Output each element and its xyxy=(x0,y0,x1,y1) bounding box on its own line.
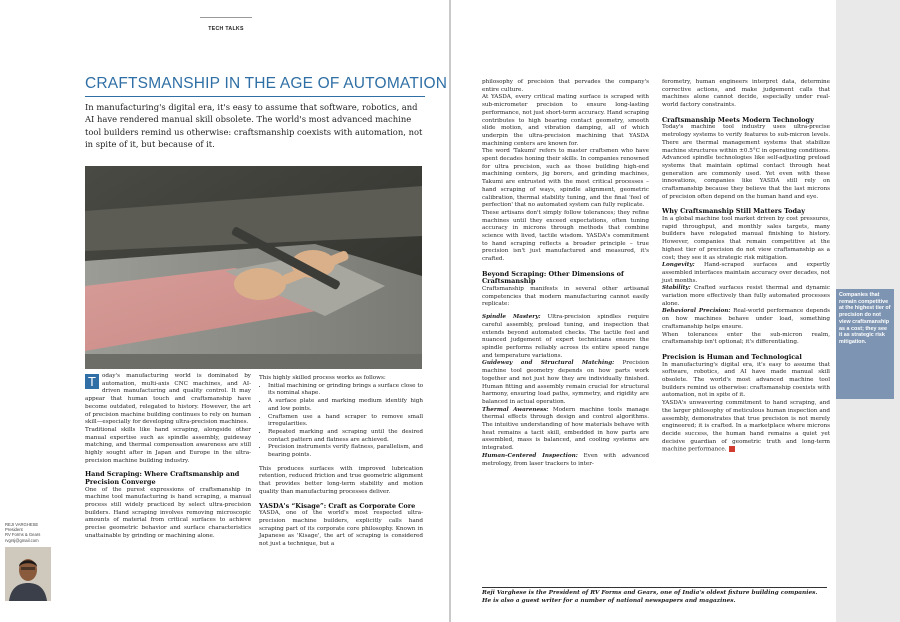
right-page xyxy=(451,0,836,622)
col1-paragraph-2: Traditional skills like hand scraping, alongside other manual expertise such as spindle assembly, guideway matching, and thermal compensation awareness are still highly sought after in Japan and Europe in the ultra-precision machine building industry. xyxy=(85,426,251,464)
col3-paragraph-4: These artisans don't simply follow tolerances; they refine machines until they exceed expectations, often tuning accuracy in microns through methods that combine science with lived, tactile wisdom. YASDA's commitment to hand scraping reflects a broader principle – true precision isn't just manufactured and measured, it's crafted. xyxy=(482,209,649,263)
behavioral-precision-item xyxy=(662,308,830,331)
end-of-article-icon xyxy=(729,446,735,452)
footer-rule xyxy=(482,587,827,588)
pull-quote-sidebar: Companies that remain competitive at the highest tier of precision do not view craftsmanship as a cost; they see it as strategic risk mitigation. xyxy=(836,289,894,399)
section-tag: TECH TALKS xyxy=(200,17,252,32)
col4-paragraph-2: Today's machine tool industry uses ultra-precise metrology systems to verify features to sub-micron levels. There are thermal management systems that stabilize machine structures within ±0.5°C in operating conditions. Advanced spindle technologies like self-adjusting preload systems that maintain optimal contact through heat generation are commonly used. Yet even with these innovations, companies like YASDA still rely on craftsmanship because they believe that the last microns of precision often depend on the human hand and eye. xyxy=(662,124,830,200)
process-step: • A surface plate and marking medium identify high and low points. xyxy=(268,398,423,413)
col3-paragraph-1: philosophy of precision that pervades the company's entire culture. xyxy=(482,79,649,93)
title-rule xyxy=(85,96,425,97)
spindle-mastery-item xyxy=(482,314,649,360)
author-email: rvgrsj@gmail.com xyxy=(5,537,39,543)
guideway-matching-item xyxy=(482,360,649,406)
heading-why-it-matters: Why Craftsmanship Still Matters Today xyxy=(662,207,806,216)
longevity-text: Hand-scraped surfaces and expertly assembled interfaces maintain accuracy over decades, not just months. xyxy=(662,262,830,284)
column-1 xyxy=(85,373,251,541)
stability-text: Crafted surfaces resist thermal and dynamic variation more effectively than fully automated processes alone. xyxy=(662,285,830,307)
column-3 xyxy=(482,79,649,468)
guideway-matching-label: Guideway and Structural Matching: xyxy=(482,360,615,367)
spindle-mastery-text: Ultra-precision spindles require careful assembly, preload tuning, and inspection that extends beyond automated checks. The tactile feel and nuanced judgement of expert technicians ensure the spindle performs reliably across its entire speed range and temperature variations. xyxy=(482,314,649,359)
author-company: RV Forms & Gears xyxy=(5,532,41,538)
author-portrait xyxy=(5,547,51,601)
author-name: REJI VARGHESE xyxy=(5,522,39,527)
process-step: • Repeated marking and scraping until the desired contact pattern and flatness are achieved. xyxy=(268,429,423,444)
article-standfirst: In manufacturing's digital era, it's easy to assume that software, robotics, and AI have rendered manual skill obsolete. The world's most advanced machine tool builders remind us otherwise: craftsmanship coexists with automation, not in spite of it, but because of it. xyxy=(85,102,423,150)
spindle-mastery-label: Spindle Mastery: xyxy=(482,314,541,321)
hand-scraping-illustration xyxy=(85,166,422,369)
human-inspection-text: Even with advanced metrology, from laser trackers to inter- xyxy=(482,452,649,467)
thermal-awareness-label: Thermal Awareness: xyxy=(482,406,549,413)
drop-cap: T xyxy=(85,374,99,389)
human-inspection-label: Human-Centered Inspection: xyxy=(482,452,578,459)
col4-paragraph-5: In manufacturing's digital era, it's easy to assume that software, robotics, and AI have made manual skill obsolete. The world's most advanced machine tool builders remind us otherwise: craftsmanship coexists with automation, not in spite of it. xyxy=(662,361,830,399)
human-inspection-item xyxy=(482,453,649,468)
col1-intro: oday's manufacturing world is dominated by automation, multi-axis CNC machines, and AI-driven manufacturing and quality control. It may appear that human touch and craftsmanship have become outdated, relegated to history. However, the art of precision machine building continues to rely on human skill—especially for developing ultra-precision machines. xyxy=(85,373,251,426)
process-list xyxy=(259,383,423,460)
stability-label: Stability: xyxy=(662,285,691,292)
author-role: President xyxy=(5,527,23,533)
hand-scraping-photo xyxy=(85,166,422,369)
process-step: • Initial machining or grinding brings a surface close to its nominal shape. xyxy=(268,383,423,398)
author-note-line-1: Reji Varghese is the President of RV Forms and Gears, one of India's oldest fixture building companies. xyxy=(482,590,818,596)
author-note xyxy=(482,590,827,605)
thermal-awareness-text: Modern machine tools manage thermal effects through design and control algorithms. The intuitive understanding of how materials behave with heat remains a tacit skill, embedded in how parts are assembled, mass is balanced, and cooling systems are integrated. xyxy=(482,406,649,452)
heading-precision-is-human: Precision is Human and Technological xyxy=(662,352,802,361)
behavioral-precision-label: Behavioral Precision: xyxy=(662,308,731,315)
col4-paragraph-4: When tolerances enter the sub-micron realm, craftsmanship isn't optional; it's differentiating. xyxy=(662,331,830,346)
col3-paragraph-3: The word 'Takumi' refers to master craftsmen who have spent decades honing their skills. In companies renowned for ultra precision, such as those building high-end machining centers, jig borers, and grinding machines, Takumi are entrusted with the most critical processes – hand scraping of ways, spindle alignment, geometric calibration, thermal stability tuning, and the final 'feel of perfection' that no automated system can fully replicate. xyxy=(482,148,649,209)
behavioral-precision-text: Real-world performance depends on how machines behave under load, something craftsmanship helps ensure. xyxy=(662,308,830,330)
col4-paragraph-1: ferometry, human engineers interpret data, determine corrective actions, and make judgement calls that machines alone cannot decide, especially under real-world factory constraints. xyxy=(662,79,830,109)
col3-paragraph-5: Craftsmanship manifests in several other artisanal competencies that modern manufacturing cannot easily replicate: xyxy=(482,286,649,308)
col4-paragraph-6 xyxy=(662,400,830,454)
longevity-item xyxy=(662,262,830,285)
col4-paragraph-6-text: YASDA's unwavering commitment to hand scraping, and the larger philosophy of meticulous human inspection and assembly, demonstrates that true precision is not merely engineered; it is crafted. In a marketplace where microns decide success, the human hand remains a quiet yet decisive guardian of geometric truth and long-term machine performance. xyxy=(662,400,830,453)
heading-modern-technology: Craftsmanship Meets Modern Technology xyxy=(662,115,814,124)
guideway-matching-text: Precision machine tool geometry depends on how parts work together and not just how they are individually finished. Human fitting and assembly remain crucial for structural harmony, ensuring load paths, symmetry, and rigidity are balanced in actual operation. xyxy=(482,360,649,405)
col2-paragraph-3: YASDA, one of the world's most respected ultra-precision machine builders, explicitly calls hand scraping part of its corporate core philosophy. Known in Japanese as 'Kisage', the art of scraping is considered not just a technique, but a xyxy=(259,510,423,547)
column-2 xyxy=(259,375,423,549)
col4-paragraph-3: In a global machine tool market driven by cost pressures, rapid throughput, and monthly sales targets, many builders have relegated manual finishing to history. However, companies that remain competitive at the highest tier of precision do not view craftsmanship as a cost; they see it as strategic risk mitigation. xyxy=(662,216,830,261)
thermal-awareness-item xyxy=(482,407,649,453)
heading-hand-scraping: Hand Scraping: Where Craftsmanship and Precision Converge xyxy=(85,470,240,487)
heading-yasda-kisage: YASDA's “Kisage”: Craft as Corporate Core xyxy=(259,501,416,510)
process-step: • Craftsmen use a hand scraper to remove small irregularities. xyxy=(268,414,423,429)
author-photo xyxy=(5,547,51,601)
heading-beyond-scraping: Beyond Scraping: Other Dimensions of Craftsmanship xyxy=(482,269,624,286)
longevity-label: Longevity: xyxy=(662,262,695,269)
col1-paragraph-3: One of the purest expressions of craftsmanship in machine tool manufacturing is hand scraping, a manual process still widely practiced by select ultra-precision builders. Hand scraping involves removing microscopic amounts of material from critical surfaces to achieve precise geometric behavior and surface characteristics unattainable by grinding or machining alone. xyxy=(85,486,251,539)
col3-paragraph-2: At YASDA, every critical mating surface is scraped with sub-micrometer precision to ensure long-lasting performance, not just short-term accuracy. Hand scraping contributes to high bearing contact geometry, smooth slide motion, and vibration damping, all of which underpin the ultra-precision machining that YASDA machining centers are known for. xyxy=(482,94,649,147)
col2-intro: This highly skilled process works as follows: xyxy=(259,375,386,381)
article-title: CRAFTSMANSHIP IN THE AGE OF AUTOMATION xyxy=(85,75,448,92)
column-4 xyxy=(662,79,830,455)
left-page xyxy=(0,0,449,622)
stability-item xyxy=(662,285,830,308)
process-step: • Precision instruments verify flatness, parallelism, and bearing points. xyxy=(268,444,423,459)
author-note-line-2: He is also a guest writer for a number of national newspapers and magazines. xyxy=(482,597,736,604)
col2-paragraph-2: This produces surfaces with improved lubrication retention, reduced friction and true geometric alignment that provides better long-term stability and motion quality than manufacturing processes deliver. xyxy=(259,465,423,495)
author-byline xyxy=(5,522,75,543)
